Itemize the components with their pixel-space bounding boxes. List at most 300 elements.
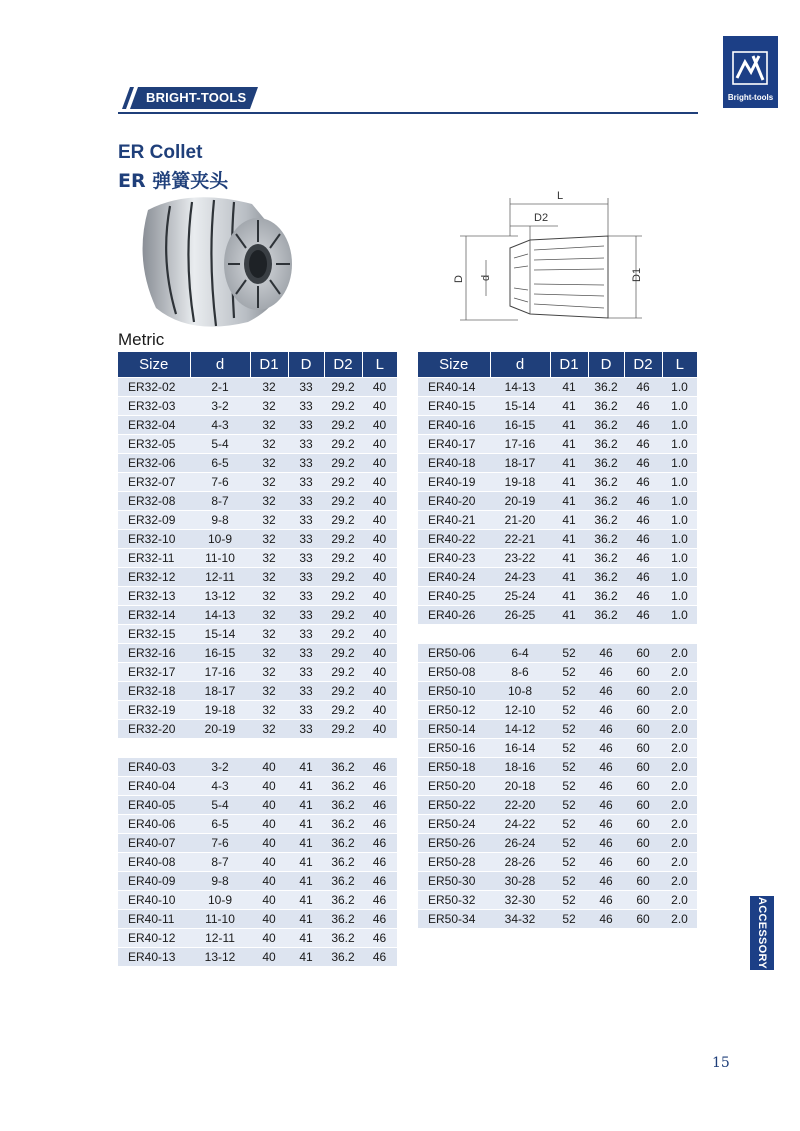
table-row	[418, 833, 697, 852]
table-cell: 33	[288, 586, 324, 605]
table-cell: 29.2	[324, 529, 362, 548]
table-cell: ER50-30	[418, 871, 490, 890]
table-row	[118, 434, 397, 453]
table-cell: 46	[362, 795, 397, 814]
table-cell: 12-11	[190, 567, 250, 586]
table-cell: 3-2	[190, 396, 250, 415]
table-cell: 36.2	[588, 586, 624, 605]
table-cell: 46	[588, 738, 624, 757]
table-cell: 13-12	[190, 947, 250, 966]
table-cell: 36.2	[588, 453, 624, 472]
table-cell: 40	[362, 510, 397, 529]
table-cell: 1.0	[662, 434, 697, 453]
table-row	[118, 909, 397, 928]
table-cell: 36.2	[324, 757, 362, 776]
table-cell: 29.2	[324, 548, 362, 567]
table-cell: 40	[362, 453, 397, 472]
table-cell: 46	[624, 434, 662, 453]
table-cell: 41	[550, 396, 588, 415]
table-cell: 41	[550, 605, 588, 624]
table-row	[118, 757, 397, 776]
table-cell: 14-13	[190, 605, 250, 624]
table-cell: 46	[588, 852, 624, 871]
table-row	[118, 529, 397, 548]
table-cell: 8-7	[190, 852, 250, 871]
table-cell: 15-14	[490, 396, 550, 415]
table-cell: 52	[550, 700, 588, 719]
table-cell: 52	[550, 719, 588, 738]
table-cell: 46	[362, 928, 397, 947]
table-cell: 46	[362, 909, 397, 928]
table-cell: 60	[624, 757, 662, 776]
table-cell: ER50-24	[418, 814, 490, 833]
table-cell: 52	[550, 757, 588, 776]
table-cell: 22-21	[490, 529, 550, 548]
table-cell: 46	[588, 814, 624, 833]
table-cell: 46	[624, 529, 662, 548]
table-cell: 2.0	[662, 814, 697, 833]
table-cell: 29.2	[324, 681, 362, 700]
section-side-tab	[750, 896, 774, 970]
table-cell: 60	[624, 890, 662, 909]
table-cell: ER40-22	[418, 529, 490, 548]
table-cell: 33	[288, 472, 324, 491]
table-cell: ER50-12	[418, 700, 490, 719]
table-cell: 36.2	[588, 548, 624, 567]
table-cell: 24-23	[490, 567, 550, 586]
table-cell: 2.0	[662, 909, 697, 928]
table-cell: 32	[250, 681, 288, 700]
table-cell: ER32-18	[118, 681, 190, 700]
table-cell: 60	[624, 719, 662, 738]
table-cell: 2.0	[662, 757, 697, 776]
table-cell: 32	[250, 415, 288, 434]
table-header-row	[118, 352, 397, 377]
table-row	[118, 643, 397, 662]
table-cell: 46	[624, 586, 662, 605]
table-cell: ER50-28	[418, 852, 490, 871]
table-cell: ER50-10	[418, 681, 490, 700]
table-cell: 40	[362, 567, 397, 586]
brand-name: BRIGHT-TOOLS	[146, 90, 247, 105]
table-cell: 36.2	[588, 396, 624, 415]
table-cell: 33	[288, 662, 324, 681]
table-cell: 34-32	[490, 909, 550, 928]
table-cell: 29.2	[324, 662, 362, 681]
table-cell: 32	[250, 434, 288, 453]
table-row	[118, 624, 397, 643]
column-header: D	[588, 352, 624, 377]
table-cell: 46	[624, 510, 662, 529]
table-cell: 33	[288, 624, 324, 643]
table-cell: 2.0	[662, 719, 697, 738]
table-row	[418, 491, 697, 510]
column-header: L	[362, 352, 397, 377]
spec-table-right	[418, 352, 697, 928]
table-cell: 40	[362, 472, 397, 491]
table-cell: 18-17	[190, 681, 250, 700]
table-cell: 40	[250, 928, 288, 947]
table-cell: 52	[550, 776, 588, 795]
table-cell: 52	[550, 643, 588, 662]
table-cell: 32	[250, 700, 288, 719]
table-cell: 10-9	[190, 529, 250, 548]
table-cell: 46	[588, 833, 624, 852]
table-row	[418, 814, 697, 833]
table-cell: 41	[550, 548, 588, 567]
table-row	[118, 928, 397, 947]
table-cell: 2.0	[662, 852, 697, 871]
table-cell: ER40-15	[418, 396, 490, 415]
table-cell: ER40-08	[118, 852, 190, 871]
table-cell: 7-6	[190, 472, 250, 491]
table-cell: 4-3	[190, 776, 250, 795]
table-cell: 46	[588, 662, 624, 681]
column-header: L	[662, 352, 697, 377]
table-cell: 36.2	[588, 472, 624, 491]
table-row	[118, 795, 397, 814]
table-cell: 46	[624, 472, 662, 491]
table-cell: 46	[588, 681, 624, 700]
table-cell: 40	[362, 529, 397, 548]
table-cell: 33	[288, 643, 324, 662]
column-header: Size	[418, 352, 490, 377]
table-cell: 20-18	[490, 776, 550, 795]
table-cell: 41	[288, 852, 324, 871]
table-cell: 7-6	[190, 833, 250, 852]
table-cell: 46	[588, 700, 624, 719]
table-cell: 25-24	[490, 586, 550, 605]
collet-photo	[130, 190, 300, 330]
table-row	[118, 852, 397, 871]
table-cell: 12-11	[190, 928, 250, 947]
table-cell: 40	[362, 586, 397, 605]
table-cell: 29.2	[324, 491, 362, 510]
table-cell: 1.0	[662, 548, 697, 567]
table-row	[418, 852, 697, 871]
table-cell: 29.2	[324, 377, 362, 396]
table-cell: 29.2	[324, 719, 362, 738]
table-cell: 2.0	[662, 681, 697, 700]
table-cell: 52	[550, 681, 588, 700]
table-cell: 46	[588, 795, 624, 814]
table-cell: 40	[362, 491, 397, 510]
table-cell: 60	[624, 700, 662, 719]
table-cell: 32	[250, 491, 288, 510]
table-cell: 41	[288, 814, 324, 833]
table-cell: 33	[288, 681, 324, 700]
column-header: D2	[324, 352, 362, 377]
table-cell: 1.0	[662, 510, 697, 529]
table-row	[118, 662, 397, 681]
table-cell: 6-5	[190, 453, 250, 472]
table-cell: 12-10	[490, 700, 550, 719]
table-cell: 46	[624, 396, 662, 415]
table-cell: 29.2	[324, 567, 362, 586]
table-cell: 36.2	[588, 377, 624, 396]
table-cell: 1.0	[662, 586, 697, 605]
table-cell: 36.2	[324, 871, 362, 890]
table-row	[418, 434, 697, 453]
table-cell: 60	[624, 871, 662, 890]
table-cell: 33	[288, 453, 324, 472]
table-row	[418, 453, 697, 472]
table-cell: 46	[362, 947, 397, 966]
table-cell: 36.2	[324, 890, 362, 909]
table-cell: 2.0	[662, 833, 697, 852]
table-row	[118, 491, 397, 510]
table-cell: 33	[288, 377, 324, 396]
logo-caption: Bright-tools	[727, 93, 774, 102]
table-row	[118, 700, 397, 719]
table-cell: 1.0	[662, 605, 697, 624]
table-cell: 32	[250, 453, 288, 472]
table-cell: 41	[550, 567, 588, 586]
table-row	[418, 795, 697, 814]
table-cell: 1.0	[662, 567, 697, 586]
table-cell: 16-15	[190, 643, 250, 662]
table-cell: 40	[250, 795, 288, 814]
table-cell: 1.0	[662, 396, 697, 415]
table-cell: 40	[362, 643, 397, 662]
table-cell: ER32-17	[118, 662, 190, 681]
table-cell: 29.2	[324, 605, 362, 624]
table-cell: 1.0	[662, 491, 697, 510]
dim-label-d: d	[480, 274, 492, 281]
table-cell: 41	[550, 377, 588, 396]
table-row	[418, 472, 697, 491]
table-cell: ER40-20	[418, 491, 490, 510]
table-cell: 60	[624, 738, 662, 757]
table-cell: ER32-10	[118, 529, 190, 548]
table-cell: 40	[362, 415, 397, 434]
table-cell: 40	[362, 377, 397, 396]
table-cell: 2.0	[662, 662, 697, 681]
table-cell: 28-26	[490, 852, 550, 871]
table-cell: 40	[362, 434, 397, 453]
dim-label-D1: D1	[631, 267, 643, 282]
table-cell: 32	[250, 586, 288, 605]
table-cell: 46	[588, 643, 624, 662]
table-cell: 32	[250, 567, 288, 586]
table-cell: 2-1	[190, 377, 250, 396]
table-cell: 2.0	[662, 643, 697, 662]
table-cell: 52	[550, 852, 588, 871]
table-cell: 36.2	[324, 947, 362, 966]
table-cell: 60	[624, 795, 662, 814]
table-row	[418, 415, 697, 434]
table-cell: 2.0	[662, 776, 697, 795]
table-cell: 60	[624, 776, 662, 795]
table-cell: 5-4	[190, 434, 250, 453]
table-cell: 36.2	[588, 567, 624, 586]
table-cell: 6-5	[190, 814, 250, 833]
column-header: D1	[250, 352, 288, 377]
table-cell: 16-14	[490, 738, 550, 757]
table-cell: 32	[250, 548, 288, 567]
table-cell: 29.2	[324, 472, 362, 491]
table-cell: 40	[250, 947, 288, 966]
table-row	[118, 605, 397, 624]
table-cell: 32	[250, 472, 288, 491]
table-cell: 2.0	[662, 795, 697, 814]
table-cell: ER40-24	[418, 567, 490, 586]
table-cell: ER40-17	[418, 434, 490, 453]
table-cell: ER40-12	[118, 928, 190, 947]
table-cell: 14-13	[490, 377, 550, 396]
table-cell: ER50-34	[418, 909, 490, 928]
table-cell: 40	[250, 833, 288, 852]
section-label: Metric	[118, 330, 165, 349]
table-cell: 41	[550, 586, 588, 605]
table-cell: ER50-08	[418, 662, 490, 681]
page-number: 15	[712, 1055, 730, 1071]
table-cell: 40	[250, 776, 288, 795]
table-cell: 29.2	[324, 453, 362, 472]
table-cell: 36.2	[588, 491, 624, 510]
table-cell: 36.2	[588, 529, 624, 548]
table-cell: 30-28	[490, 871, 550, 890]
spacer-cell	[418, 624, 697, 643]
table-cell: ER40-16	[418, 415, 490, 434]
table-cell: 10-8	[490, 681, 550, 700]
table-cell: 17-16	[190, 662, 250, 681]
table-cell: 29.2	[324, 643, 362, 662]
dim-label-L: L	[557, 190, 564, 202]
table-cell: 20-19	[490, 491, 550, 510]
table-cell: ER40-05	[118, 795, 190, 814]
table-cell: 22-20	[490, 795, 550, 814]
table-cell: 33	[288, 700, 324, 719]
table-cell: 36.2	[324, 795, 362, 814]
table-row	[418, 871, 697, 890]
table-cell: 46	[624, 567, 662, 586]
table-row	[418, 567, 697, 586]
table-cell: 2.0	[662, 890, 697, 909]
table-cell: 41	[288, 871, 324, 890]
table-row	[418, 586, 697, 605]
table-cell: 32	[250, 624, 288, 643]
table-cell: 41	[288, 833, 324, 852]
table-cell: 52	[550, 890, 588, 909]
table-body	[418, 377, 697, 928]
table-row	[118, 719, 397, 738]
table-cell: 32	[250, 643, 288, 662]
table-cell: ER50-26	[418, 833, 490, 852]
table-cell: 32	[250, 605, 288, 624]
table-row	[418, 643, 697, 662]
table-cell: 2.0	[662, 871, 697, 890]
table-cell: ER40-14	[418, 377, 490, 396]
table-row	[118, 871, 397, 890]
table-cell: ER40-10	[118, 890, 190, 909]
table-row	[418, 377, 697, 396]
table-cell: 33	[288, 719, 324, 738]
table-cell: ER32-14	[118, 605, 190, 624]
table-cell: 32	[250, 377, 288, 396]
table-cell: 10-9	[190, 890, 250, 909]
table-cell: 32-30	[490, 890, 550, 909]
table-row	[118, 415, 397, 434]
table-cell: ER50-20	[418, 776, 490, 795]
table-cell: 40	[362, 624, 397, 643]
table-cell: 52	[550, 795, 588, 814]
table-row	[118, 586, 397, 605]
table-cell: 33	[288, 396, 324, 415]
table-cell: 40	[250, 852, 288, 871]
table-cell: ER32-06	[118, 453, 190, 472]
table-spacer-row	[118, 738, 397, 757]
table-cell: 1.0	[662, 472, 697, 491]
header-divider	[118, 112, 698, 114]
table-cell: 40	[362, 719, 397, 738]
table-cell: 36.2	[588, 605, 624, 624]
table-cell: 29.2	[324, 700, 362, 719]
table-row	[118, 472, 397, 491]
table-cell: ER50-22	[418, 795, 490, 814]
table-cell: 41	[288, 757, 324, 776]
table-cell: 46	[362, 814, 397, 833]
table-cell: 46	[588, 909, 624, 928]
table-cell: 29.2	[324, 396, 362, 415]
column-header: D1	[550, 352, 588, 377]
table-row	[418, 776, 697, 795]
table-cell: 41	[288, 947, 324, 966]
table-cell: ER40-04	[118, 776, 190, 795]
table-row	[118, 833, 397, 852]
table-row	[418, 738, 697, 757]
table-row	[418, 681, 697, 700]
table-cell: 14-12	[490, 719, 550, 738]
table-cell: 33	[288, 605, 324, 624]
table-cell: 46	[362, 852, 397, 871]
page-title-en: ER Collet	[118, 142, 203, 163]
table-cell: 33	[288, 491, 324, 510]
table-cell: 60	[624, 852, 662, 871]
table-cell: 46	[588, 757, 624, 776]
company-logo	[723, 36, 778, 108]
column-header: d	[490, 352, 550, 377]
table-cell: 46	[624, 491, 662, 510]
table-cell: 40	[362, 396, 397, 415]
table-cell: 32	[250, 529, 288, 548]
table-cell: 52	[550, 738, 588, 757]
table-cell: ER40-13	[118, 947, 190, 966]
table-cell: 29.2	[324, 586, 362, 605]
table-cell: 33	[288, 434, 324, 453]
table-row	[118, 776, 397, 795]
table-cell: 1.0	[662, 453, 697, 472]
table-cell: 46	[624, 415, 662, 434]
column-header: D	[288, 352, 324, 377]
table-row	[118, 548, 397, 567]
table-cell: ER40-26	[418, 605, 490, 624]
table-row	[418, 548, 697, 567]
table-cell: 46	[362, 871, 397, 890]
table-row	[118, 814, 397, 833]
table-cell: ER32-02	[118, 377, 190, 396]
table-cell: 60	[624, 643, 662, 662]
table-cell: 46	[624, 453, 662, 472]
table-cell: 46	[624, 548, 662, 567]
table-cell: 46	[588, 890, 624, 909]
table-cell: 40	[250, 890, 288, 909]
spacer-cell	[118, 738, 397, 757]
logo-mark-icon	[723, 36, 778, 96]
table-cell: 40	[250, 757, 288, 776]
spec-table-left	[118, 352, 397, 966]
table-cell: 46	[362, 757, 397, 776]
